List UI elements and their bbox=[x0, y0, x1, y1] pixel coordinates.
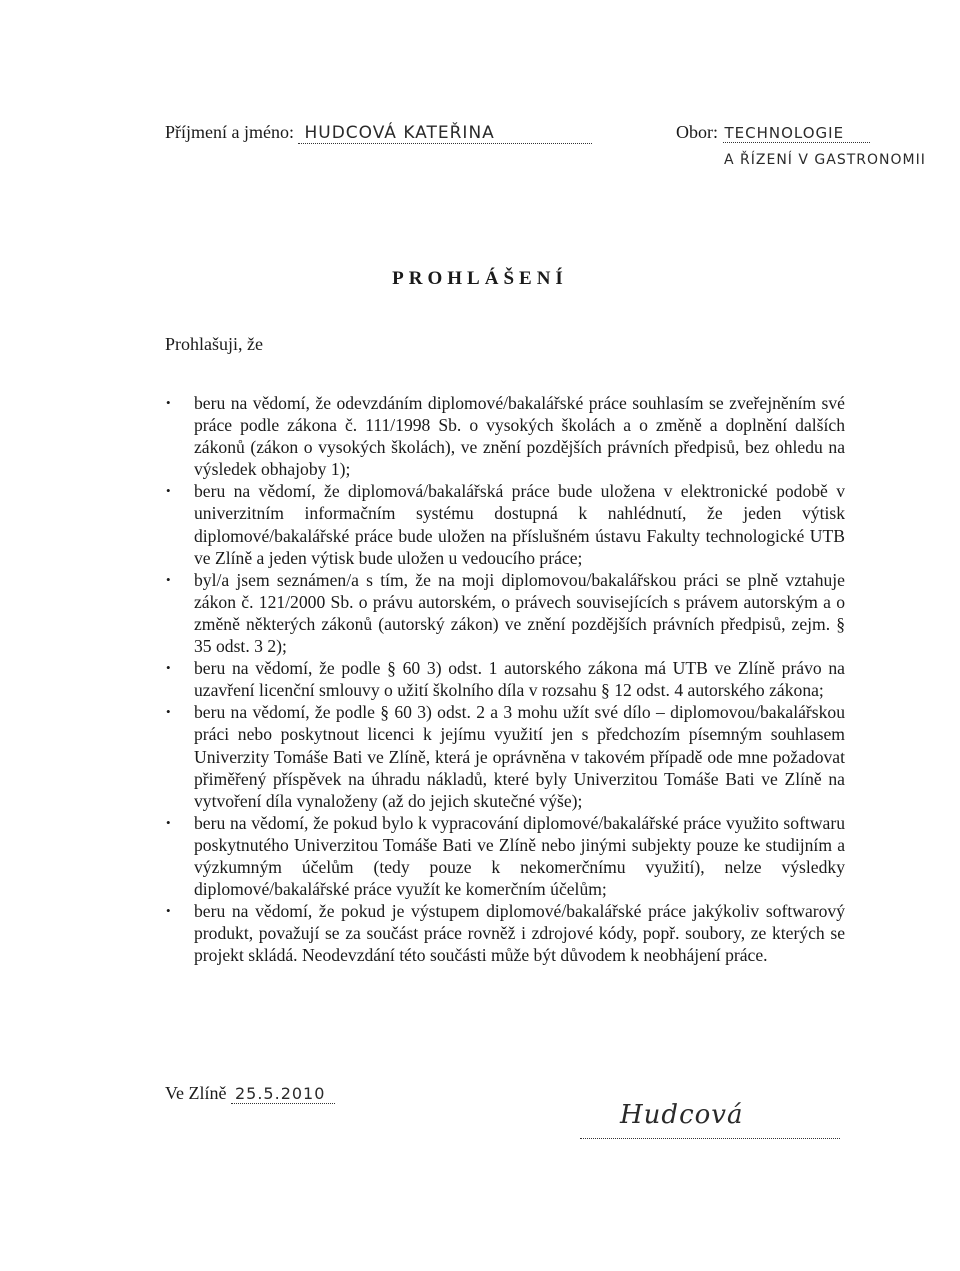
page-title: PROHLÁŠENÍ bbox=[392, 268, 568, 289]
list-item: • beru na vědomí, že diplomová/bakalářská práce bude uložena v elektronické podobě v univerzitním informačním systému dostupná k nahlédnutí, že jeden výtisk diplomové/bakalářské práce bude uložen na příslušném ústavu Fakulty technologické UTB ve Zlíně a jeden výtisk bude uložen u vedoucího práce; bbox=[165, 480, 845, 568]
signature: Hudcová bbox=[620, 1100, 744, 1130]
list-item: • beru na vědomí, že odevzdáním diplomové/bakalářské práce souhlasím se zveřejněním své práce podle zákona č. 111/1998 Sb. o vysokých školách a o změně a doplnění dalších zákonů (zákon o vysokých školách), ve znění pozdějších právních předpisů, bez ohledu na výsledek obhajoby 1); bbox=[165, 392, 845, 480]
field-label: Obor: bbox=[676, 122, 718, 142]
declaration-list bbox=[165, 392, 845, 966]
list-item: • byl/a jsem seznámen/a s tím, že na moji diplomovou/bakalářskou práci se plně vztahuje zákon č. 121/2000 Sb. o právu autorském, o právech souvisejících s právem autorským a o změně některých zákonů (autorský zákon) ve znění pozdějších právních předpisů, zejm. § 35 odst. 3 2); bbox=[165, 569, 845, 657]
list-item: • beru na vědomí, že pokud je výstupem diplomové/bakalářské práce jakýkoliv softwarový produkt, považují se za součást práce rovněž i zdrojové kódy, popř. soubory, ze kterých se projekt skládá. Neodevzdání této součásti může být důvodem k neobhájení práce. bbox=[165, 900, 845, 966]
intro-text: Prohlašuji, že bbox=[165, 334, 263, 354]
list-item: • beru na vědomí, že pokud bylo k vypracování diplomové/bakalářské práce využito softwaru poskytnutého Univerzitou Tomáše Bati ve Zlíně nebo jinými subjekty pouze ke studijním a výzkumným účelům (tedy pouze k nekomerčnímu využití), nelze výsledky diplomové/bakalářské práce využít ke komerčním účelům; bbox=[165, 812, 845, 900]
list-item: • beru na vědomí, že podle § 60 3) odst. 2 a 3 mohu užít své dílo – diplomovou/bakalářskou práci nebo poskytnout licenci k jejímu využití jen s předchozím písemným souhlasem Univerzity Tomáše Bati ve Zlíně, která je oprávněna v takovém případě ode mne požadovat přiměřený příspěvek na úhradu nákladů, které byly Univerzitou Tomáše Bati ve Zlíně na vytvoření díla vynaloženy (až do jejich skutečné výše); bbox=[165, 701, 845, 811]
place-label: Ve Zlíně bbox=[165, 1083, 227, 1103]
name-value: HUDCOVÁ KATEŘINA bbox=[298, 123, 592, 144]
date-value: 25.5.2010 bbox=[231, 1084, 335, 1104]
field-row bbox=[676, 122, 870, 143]
place-date-row bbox=[165, 1083, 335, 1104]
name-row bbox=[165, 122, 592, 144]
name-label: Příjmení a jméno: bbox=[165, 122, 294, 142]
field-value-line1: TECHNOLOGIE bbox=[723, 124, 870, 143]
field-value-line2: A ŘÍZENÍ V GASTRONOMII bbox=[724, 152, 926, 168]
list-item: • beru na vědomí, že podle § 60 3) odst. 1 autorského zákona má UTB ve Zlíně právo na uzavření licenční smlouvy o užití školního díla v rozsahu § 12 odst. 4 autorského zákona; bbox=[165, 657, 845, 701]
